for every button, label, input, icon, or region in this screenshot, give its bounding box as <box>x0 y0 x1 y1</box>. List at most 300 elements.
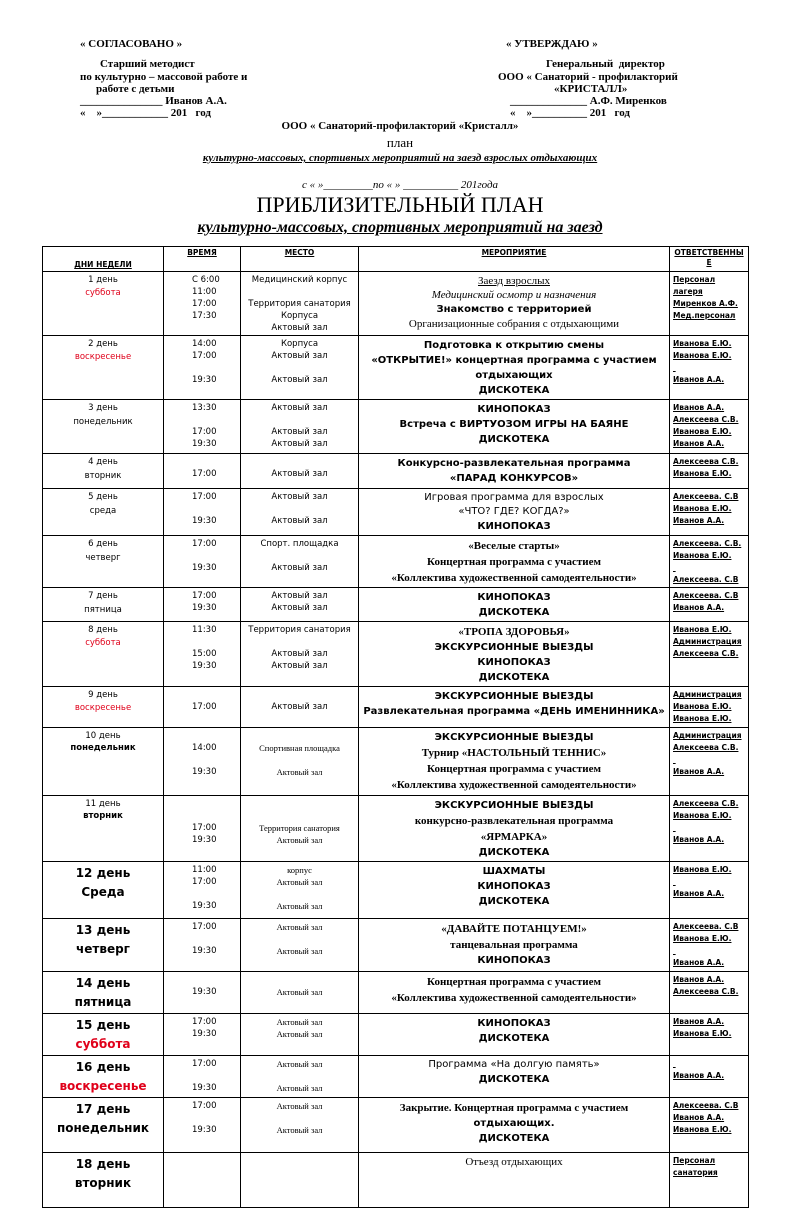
time-value <box>192 1112 237 1124</box>
time-cell <box>164 687 241 728</box>
responsible-value: Алексеева. С.В <box>673 492 739 501</box>
weekday: среда <box>89 506 117 516</box>
responsible-value: Алексеева С.В. <box>673 743 739 752</box>
responsible-value: Иванов А.А. <box>673 889 725 898</box>
day-number: 16 день <box>75 1060 131 1074</box>
responsible-cell <box>670 400 749 454</box>
day-number: 2 день <box>88 339 118 349</box>
main-title: ПРИБЛИЗИТЕЛЬНЫЙ ПЛАН <box>256 192 544 217</box>
place-value: Актовый зал <box>276 877 323 887</box>
approval-line: «КРИСТАЛЛ» <box>554 82 628 95</box>
weekday: пятница <box>74 995 132 1009</box>
place-value <box>244 730 355 742</box>
place-value: Актовый зал <box>276 1017 323 1027</box>
responsible-cell <box>670 1056 749 1098</box>
event-value: Отъезд отдыхающих <box>465 1156 563 1168</box>
time-value <box>192 754 237 766</box>
time-value: 17:00 <box>192 469 217 479</box>
event-cell <box>359 1056 670 1098</box>
time-cell <box>164 1056 241 1098</box>
event-cell <box>359 1014 670 1056</box>
place-value <box>244 456 355 468</box>
event-value: Концертная программа с участием <box>427 976 601 988</box>
place-value: Актовый зал <box>271 492 328 502</box>
place-cell <box>241 919 359 972</box>
event-value: КИНОПОКАЗ <box>477 1018 551 1029</box>
place-cell <box>241 336 359 400</box>
place-value: Территория санатория <box>248 625 351 635</box>
day-number: 11 день <box>85 799 121 809</box>
event-value: ДИСКОТЕКА <box>478 385 550 396</box>
place-cell <box>241 972 359 1014</box>
time-value: 19:30 <box>192 439 217 449</box>
event-cell <box>359 1153 670 1208</box>
event-cell <box>359 728 670 796</box>
responsible-value: Иванов А.А. <box>673 516 725 525</box>
responsible-value: Персонал лагеря <box>673 275 716 296</box>
time-value: 11:00 <box>192 865 217 875</box>
event-value: КИНОПОКАЗ <box>477 657 551 668</box>
responsible-value: Иванов А.А. <box>673 835 725 844</box>
time-value <box>192 810 237 822</box>
day-cell <box>43 862 164 919</box>
event-value: Закрытие. Концертная программа с участием <box>399 1102 629 1114</box>
responsible-cell <box>670 1014 749 1056</box>
responsible-cell <box>670 972 749 1014</box>
weekday: понедельник <box>70 743 136 753</box>
event-value: Заезд взрослых <box>478 275 550 287</box>
event-value: «Коллектива художественной самодеятельности» <box>391 992 637 1004</box>
place-value: Актовый зал <box>276 1083 323 1093</box>
event-value: ДИСКОТЕКА <box>478 1074 550 1085</box>
responsible-cell <box>670 489 749 536</box>
responsible-value <box>673 876 745 888</box>
day-cell <box>43 687 164 728</box>
place-cell <box>241 536 359 588</box>
time-value: 19:30 <box>192 987 217 997</box>
responsible-value: Алексеева. С.В <box>673 591 739 600</box>
header-resp: ОТВЕТСТВЕННЫЕ <box>670 247 749 272</box>
time-value: 19:30 <box>192 835 217 845</box>
event-cell <box>359 919 670 972</box>
approval-head-left: « СОГЛАСОВАНО » <box>80 38 183 50</box>
place-value: корпус <box>287 865 312 875</box>
event-value: Турнир «НАСТОЛЬНЫЙ ТЕННИС» <box>421 747 607 759</box>
day-cell <box>43 728 164 796</box>
event-value: отдыхающих. <box>473 1118 555 1129</box>
event-cell <box>359 588 670 622</box>
time-value: 17:00 <box>192 492 217 502</box>
day-cell <box>43 1056 164 1098</box>
place-value: Актовый зал <box>276 1029 323 1039</box>
place-cell <box>241 272 359 336</box>
place-value: Актовый зал <box>271 323 328 333</box>
time-cell <box>164 1153 241 1208</box>
place-value: Актовый зал <box>271 591 328 601</box>
table-row <box>43 400 749 454</box>
time-value <box>192 933 237 945</box>
event-value: конкурсно-развлекательная программа <box>414 815 614 827</box>
header-time: ВРЕМЯ <box>164 247 241 272</box>
weekday: суббота <box>85 638 121 648</box>
day-number: 10 день <box>85 731 121 741</box>
place-cell <box>241 728 359 796</box>
place-value: Актовый зал <box>271 427 328 437</box>
place-value: Актовый зал <box>276 901 323 911</box>
event-value: ЭКСКУРСИОННЫЕ ВЫЕЗДЫ <box>434 691 594 702</box>
place-value: Актовый зал <box>276 1101 323 1111</box>
place-value <box>244 689 355 701</box>
day-cell <box>43 489 164 536</box>
place-value: Территория санатория <box>248 299 351 309</box>
place-value: Актовый зал <box>276 987 323 997</box>
responsible-value: Персонал <box>673 1156 716 1165</box>
weekday: пятница <box>84 605 122 615</box>
responsible-value: Иванова Е.Ю. <box>673 625 732 634</box>
day-number: 8 день <box>88 625 118 635</box>
event-value: «ПАРАД КОНКУРСОВ» <box>449 473 579 484</box>
event-value: Игровая программа для взрослых <box>424 492 604 503</box>
table-row <box>43 272 749 336</box>
time-value: 19:30 <box>192 1125 217 1135</box>
place-value <box>244 1070 355 1082</box>
time-value: 19:30 <box>192 375 217 385</box>
responsible-value: Иванова Е.Ю. <box>673 504 732 513</box>
day-number: 6 день <box>88 539 118 549</box>
time-value: 14:00 <box>192 339 217 349</box>
responsible-value: Алексеева. С.В <box>673 575 739 584</box>
table-row <box>43 454 749 489</box>
responsible-value: Иванова Е.Ю. <box>673 714 732 723</box>
place-value: Актовый зал <box>276 922 323 932</box>
day-cell <box>43 919 164 972</box>
time-value: 19:30 <box>192 901 217 911</box>
table-header-row <box>43 247 749 272</box>
time-value: 17:00 <box>192 702 217 712</box>
event-value: «ТРОПА ЗДОРОВЬЯ» <box>458 626 570 638</box>
event-value: Знакомство с территорией <box>436 304 592 315</box>
place-value <box>244 1112 355 1124</box>
responsible-cell <box>670 919 749 972</box>
place-value: Актовый зал <box>271 563 328 573</box>
day-number: 3 день <box>88 403 118 413</box>
event-cell <box>359 796 670 862</box>
table-row <box>43 919 749 972</box>
date-line: с « »_________по « » __________ 201года <box>301 179 499 191</box>
day-cell <box>43 272 164 336</box>
table-row <box>43 536 749 588</box>
responsible-cell <box>670 862 749 919</box>
weekday: понедельник <box>56 1121 149 1135</box>
event-cell <box>359 272 670 336</box>
responsible-value: Администрация <box>673 731 742 740</box>
event-value: ЭКСКУРСИОННЫЕ ВЫЕЗДЫ <box>434 732 594 743</box>
schedule-table <box>42 246 749 1208</box>
responsible-value <box>673 754 745 766</box>
weekday: вторник <box>84 471 122 481</box>
event-value: «Веселые старты» <box>468 540 560 552</box>
responsible-value: Алексеева С.В. <box>673 799 739 808</box>
time-value <box>192 888 237 900</box>
day-number: 13 день <box>75 923 131 937</box>
event-cell <box>359 400 670 454</box>
weekday: воскресенье <box>74 352 132 362</box>
time-value: 19:30 <box>192 603 217 613</box>
approval-line: Старший методист <box>100 58 195 71</box>
weekday: Среда <box>81 885 125 899</box>
event-value: ДИСКОТЕКА <box>478 847 550 858</box>
time-value: 14:00 <box>192 743 217 753</box>
place-cell <box>241 796 359 862</box>
approval-line: ООО « Санаторий - профилакторий <box>498 70 678 83</box>
place-value <box>244 754 355 766</box>
event-value: ДИСКОТЕКА <box>478 607 550 618</box>
weekday: суббота <box>85 288 121 298</box>
responsible-value: Иванова Е.Ю. <box>673 865 732 874</box>
time-cell <box>164 972 241 1014</box>
day-cell <box>43 1014 164 1056</box>
day-cell <box>43 1098 164 1153</box>
time-value: 17:00 <box>192 922 217 932</box>
day-cell <box>43 400 164 454</box>
time-cell <box>164 622 241 687</box>
event-value: отдыхающих <box>475 370 553 381</box>
responsible-cell <box>670 1153 749 1208</box>
place-value: Актовый зал <box>271 516 328 526</box>
responsible-value <box>673 562 745 574</box>
responsible-value: Иванов А.А. <box>673 975 725 984</box>
place-value: Спортивная площадка <box>259 743 340 753</box>
approval-block-left <box>80 38 247 120</box>
event-value: КИНОПОКАЗ <box>477 592 551 603</box>
time-value: 19:30 <box>192 516 217 526</box>
responsible-value: Иванова Е.Ю. <box>673 702 732 711</box>
place-value <box>244 888 355 900</box>
responsible-cell <box>670 588 749 622</box>
time-cell <box>164 728 241 796</box>
responsible-value: Иванов А.А. <box>673 1071 725 1080</box>
approval-line: работе с детьми <box>96 82 175 95</box>
responsible-value: Иванов А.А. <box>673 375 725 384</box>
event-value: КИНОПОКАЗ <box>477 521 551 532</box>
event-value: Подготовка к открытию смены <box>423 340 605 351</box>
place-value: Актовый зал <box>276 1125 323 1135</box>
time-value <box>192 730 237 742</box>
time-value: 19:30 <box>192 1083 217 1093</box>
table-row <box>43 972 749 1014</box>
place-value: Актовый зал <box>276 1059 323 1069</box>
time-value: 11:00 <box>192 287 217 297</box>
time-cell <box>164 1014 241 1056</box>
responsible-value: санатория <box>673 1168 718 1177</box>
event-value: танцевальная программа <box>450 939 578 951</box>
time-value <box>192 974 237 986</box>
time-value: 19:30 <box>192 661 217 671</box>
day-number: 12 день <box>75 866 131 880</box>
time-value: 11:30 <box>192 625 217 635</box>
responsible-cell <box>670 454 749 489</box>
day-cell <box>43 796 164 862</box>
event-value: ЭКСКУРСИОННЫЕ ВЫЕЗДЫ <box>434 642 594 653</box>
responsible-value: Иванов А.А. <box>673 439 725 448</box>
responsible-value: Иванов А.А. <box>673 603 725 612</box>
event-value: Концертная программа с участием <box>427 556 601 568</box>
table-row <box>43 1014 749 1056</box>
place-value: Спорт. площадка <box>260 539 339 549</box>
event-value: «ДАВАЙТЕ ПОТАНЦУЕМ!» <box>441 923 587 935</box>
event-value: Конкурсно-развлекательная программа <box>397 458 631 469</box>
responsible-value: Иванов А.А. <box>673 958 725 967</box>
approval-line: Генеральный директор <box>546 58 665 71</box>
event-value: Развлекательная программа «ДЕНЬ ИМЕНИННИКА» <box>363 706 665 717</box>
event-cell <box>359 336 670 400</box>
place-value: Актовый зал <box>271 469 328 479</box>
event-value: ДИСКОТЕКА <box>478 1133 550 1144</box>
event-cell <box>359 622 670 687</box>
day-number: 5 день <box>88 492 118 502</box>
place-value <box>244 933 355 945</box>
place-cell <box>241 622 359 687</box>
table-row <box>43 1153 749 1208</box>
responsible-value: Иванова Е.Ю. <box>673 811 732 820</box>
plan-subtitle: культурно-массовых, спортивных мероприятий на заезд взрослых отдыхающих <box>202 152 598 164</box>
place-cell <box>241 588 359 622</box>
event-value: КИНОПОКАЗ <box>477 404 551 415</box>
place-cell <box>241 1098 359 1153</box>
weekday: вторник <box>74 1176 132 1190</box>
place-cell <box>241 489 359 536</box>
event-value: Медицинский осмотр и назначения <box>431 289 597 301</box>
event-value: ДИСКОТЕКА <box>478 434 550 445</box>
place-value: Актовый зал <box>271 603 328 613</box>
time-value <box>192 503 237 515</box>
time-value: 19:30 <box>192 563 217 573</box>
header-event: МЕРОПРИЯТИЕ <box>359 247 670 272</box>
event-value: Организационные собрания с отдыхающими <box>408 318 620 330</box>
table-row <box>43 489 749 536</box>
weekday: четверг <box>85 553 121 563</box>
day-number: 15 день <box>75 1018 131 1032</box>
responsible-value: Иванова Е.Ю. <box>673 351 732 360</box>
place-value: Корпуса <box>280 311 319 321</box>
event-cell <box>359 454 670 489</box>
table-row <box>43 728 749 796</box>
day-cell <box>43 536 164 588</box>
place-value <box>244 362 355 374</box>
place-cell <box>241 1014 359 1056</box>
responsible-cell <box>670 796 749 862</box>
place-cell <box>241 687 359 728</box>
place-value: Актовый зал <box>271 439 328 449</box>
event-value: «ЧТО? ГДЕ? КОГДА?» <box>458 506 570 517</box>
table-row <box>43 336 749 400</box>
responsible-value: Алексеева С.В. <box>673 987 739 996</box>
time-value: С 6:00 <box>192 275 220 285</box>
event-value: «ОТКРЫТИЕ!» концертная программа с участием <box>371 355 657 366</box>
time-value <box>192 414 237 426</box>
org-title: ООО « Санаторий-профилакторий «Кристалл» <box>281 120 519 132</box>
day-cell <box>43 454 164 489</box>
place-value: Актовый зал <box>276 835 323 845</box>
day-number: 1 день <box>88 275 118 285</box>
event-cell <box>359 862 670 919</box>
responsible-value: Алексеева С.В. <box>673 457 739 466</box>
time-value: 19:30 <box>192 946 217 956</box>
time-cell <box>164 796 241 862</box>
event-value: «ЯРМАРКА» <box>480 831 548 843</box>
day-cell <box>43 1153 164 1208</box>
responsible-cell <box>670 687 749 728</box>
responsible-value: Алексеева. С.В <box>673 1101 739 1110</box>
time-cell <box>164 536 241 588</box>
responsible-value: Иванова Е.Ю. <box>673 1125 732 1134</box>
responsible-value <box>673 362 745 374</box>
responsible-value <box>673 822 745 834</box>
table-row <box>43 588 749 622</box>
responsible-value: Иванова Е.Ю. <box>673 934 732 943</box>
approval-block-right <box>498 38 678 120</box>
main-subtitle: культурно-массовых, спортивных мероприятий на заезд <box>197 219 603 236</box>
day-number: 18 день <box>75 1157 131 1171</box>
event-value: Программа «На долгую память» <box>428 1059 600 1070</box>
place-cell <box>241 1153 359 1208</box>
plan-word: план <box>386 135 414 150</box>
approval-line: _______________ Иванов А.А. <box>80 95 227 108</box>
responsible-value: Алексеева. С.В. <box>673 539 742 548</box>
time-value: 17:30 <box>192 311 217 321</box>
responsible-value: Иванова Е.Ю. <box>673 427 732 436</box>
responsible-value: Иванов А.А. <box>673 767 725 776</box>
event-value: КИНОПОКАЗ <box>477 955 551 966</box>
table-row <box>43 862 749 919</box>
approval-line: « »__________ 201 год <box>510 107 630 120</box>
place-cell <box>241 454 359 489</box>
time-value <box>192 689 237 701</box>
event-value: Встреча с ВИРТУОЗОМ ИГРЫ НА БАЯНЕ <box>399 419 629 430</box>
place-value: Актовый зал <box>276 946 323 956</box>
time-value <box>192 456 237 468</box>
place-cell <box>241 862 359 919</box>
responsible-value: Алексеева С.В. <box>673 415 739 424</box>
time-cell <box>164 862 241 919</box>
event-value: Концертная программа с участием <box>427 763 601 775</box>
responsible-value: Мед.персонал <box>673 311 736 320</box>
day-number: 7 день <box>88 591 118 601</box>
time-value: 17:00 <box>192 427 217 437</box>
place-value: Актовый зал <box>271 661 328 671</box>
place-value: Актовый зал <box>271 702 328 712</box>
place-value: Территория санатория <box>259 823 340 833</box>
event-cell <box>359 972 670 1014</box>
event-value: КИНОПОКАЗ <box>477 881 551 892</box>
weekday: воскресенье <box>59 1079 147 1093</box>
event-value: ДИСКОТЕКА <box>478 896 550 907</box>
time-cell <box>164 588 241 622</box>
time-value: 17:00 <box>192 591 217 601</box>
place-value: Корпуса <box>280 339 319 349</box>
place-value: Актовый зал <box>271 351 328 361</box>
time-value <box>192 1070 237 1082</box>
approval-line: ______________ А.Ф. Миренков <box>510 95 667 108</box>
responsible-cell <box>670 622 749 687</box>
place-value <box>244 798 355 810</box>
place-value <box>244 286 355 298</box>
place-value: Медицинский корпус <box>251 275 348 285</box>
event-value: ШАХМАТЫ <box>482 866 546 877</box>
place-value: Актовый зал <box>271 403 328 413</box>
place-value: Актовый зал <box>271 649 328 659</box>
responsible-value: Иванова Е.Ю. <box>673 551 732 560</box>
